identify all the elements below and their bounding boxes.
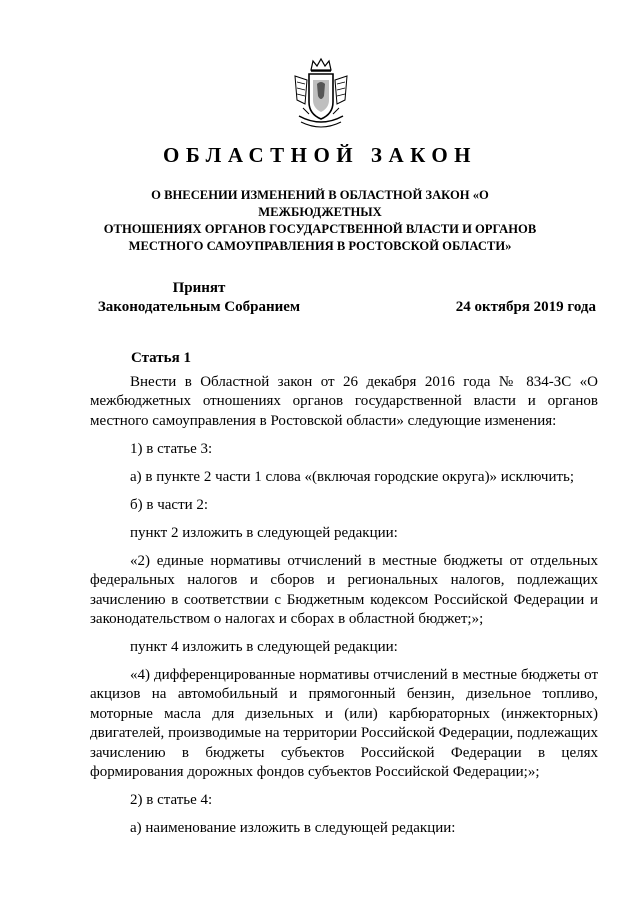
- article-paragraph: пункт 4 изложить в следующей редакции:: [130, 639, 398, 656]
- article-paragraph: Внести в Областной закон от 26 декабря 2016 года № 834-ЗС «О межбюджетных отношениях органов государственной власти и органов местного самоуправления в Ростовской области» следующие изменения:: [90, 374, 598, 429]
- article-heading: Статья 1: [131, 350, 191, 366]
- article-paragraph: пункт 2 изложить в следующей редакции:: [130, 524, 398, 541]
- adopted-by: [94, 279, 304, 317]
- law-title-line: ОТНОШЕНИЯХ ОРГАНОВ ГОСУДАРСТВЕННОЙ ВЛАСТИ И ОРГАНОВ: [103, 222, 537, 236]
- article-paragraph: 1) в статье 3:: [130, 440, 213, 457]
- law-title-line: О ВНЕСЕНИИ ИЗМЕНЕНИЙ В ОБЛАСТНОЙ ЗАКОН «О МЕЖБЮДЖЕТНЫХ: [151, 188, 489, 219]
- adoption-block: [94, 279, 596, 319]
- adoption-date: 24 октября 2019 года: [455, 299, 596, 315]
- article-paragraph: «4) дифференцированные нормативы отчислений в местные бюджеты от акцизов на автомобильный и прямогонный бензин, дизельное топливо, моторные масла для дизельных и (или) карбюраторных (инжекторных) двигателей, производимые на территории Российской Федерации, подлежащих зачислению в бюджеты субъектов Российской Федерации в целях формирования дорожных фондов субъектов Российской Федерации;»;: [90, 667, 598, 781]
- article-paragraph: б) в части 2:: [130, 496, 209, 513]
- article-paragraph: «2) единые нормативы отчислений в местные бюджеты от отдельных федеральных налогов и сборов и региональных налогов, подлежащих зачислению в соответствии с Бюджетным кодексом Российской Федерации и законодательством о налогах и сборах в областной бюджет;»;: [90, 552, 598, 628]
- law-title: [100, 187, 540, 255]
- article-paragraph: а) в пункте 2 части 1 слова «(включая городские округа)» исключить;: [130, 468, 575, 485]
- law-title-line: МЕСТНОГО САМОУПРАВЛЕНИЯ В РОСТОВСКОЙ ОБЛАСТИ»: [128, 239, 512, 253]
- article-paragraph: а) наименование изложить в следующей редакции:: [130, 820, 456, 837]
- adopted-label: Принят: [172, 280, 226, 296]
- article-body: [90, 373, 598, 847]
- adopting-body: Законодательным Собранием: [97, 299, 301, 315]
- article-paragraph: 2) в статье 4:: [130, 792, 213, 809]
- coat-of-arms-emblem: [291, 56, 351, 132]
- law-type-heading: ОБЛАСТНОЙ ЗАКОН: [162, 143, 477, 167]
